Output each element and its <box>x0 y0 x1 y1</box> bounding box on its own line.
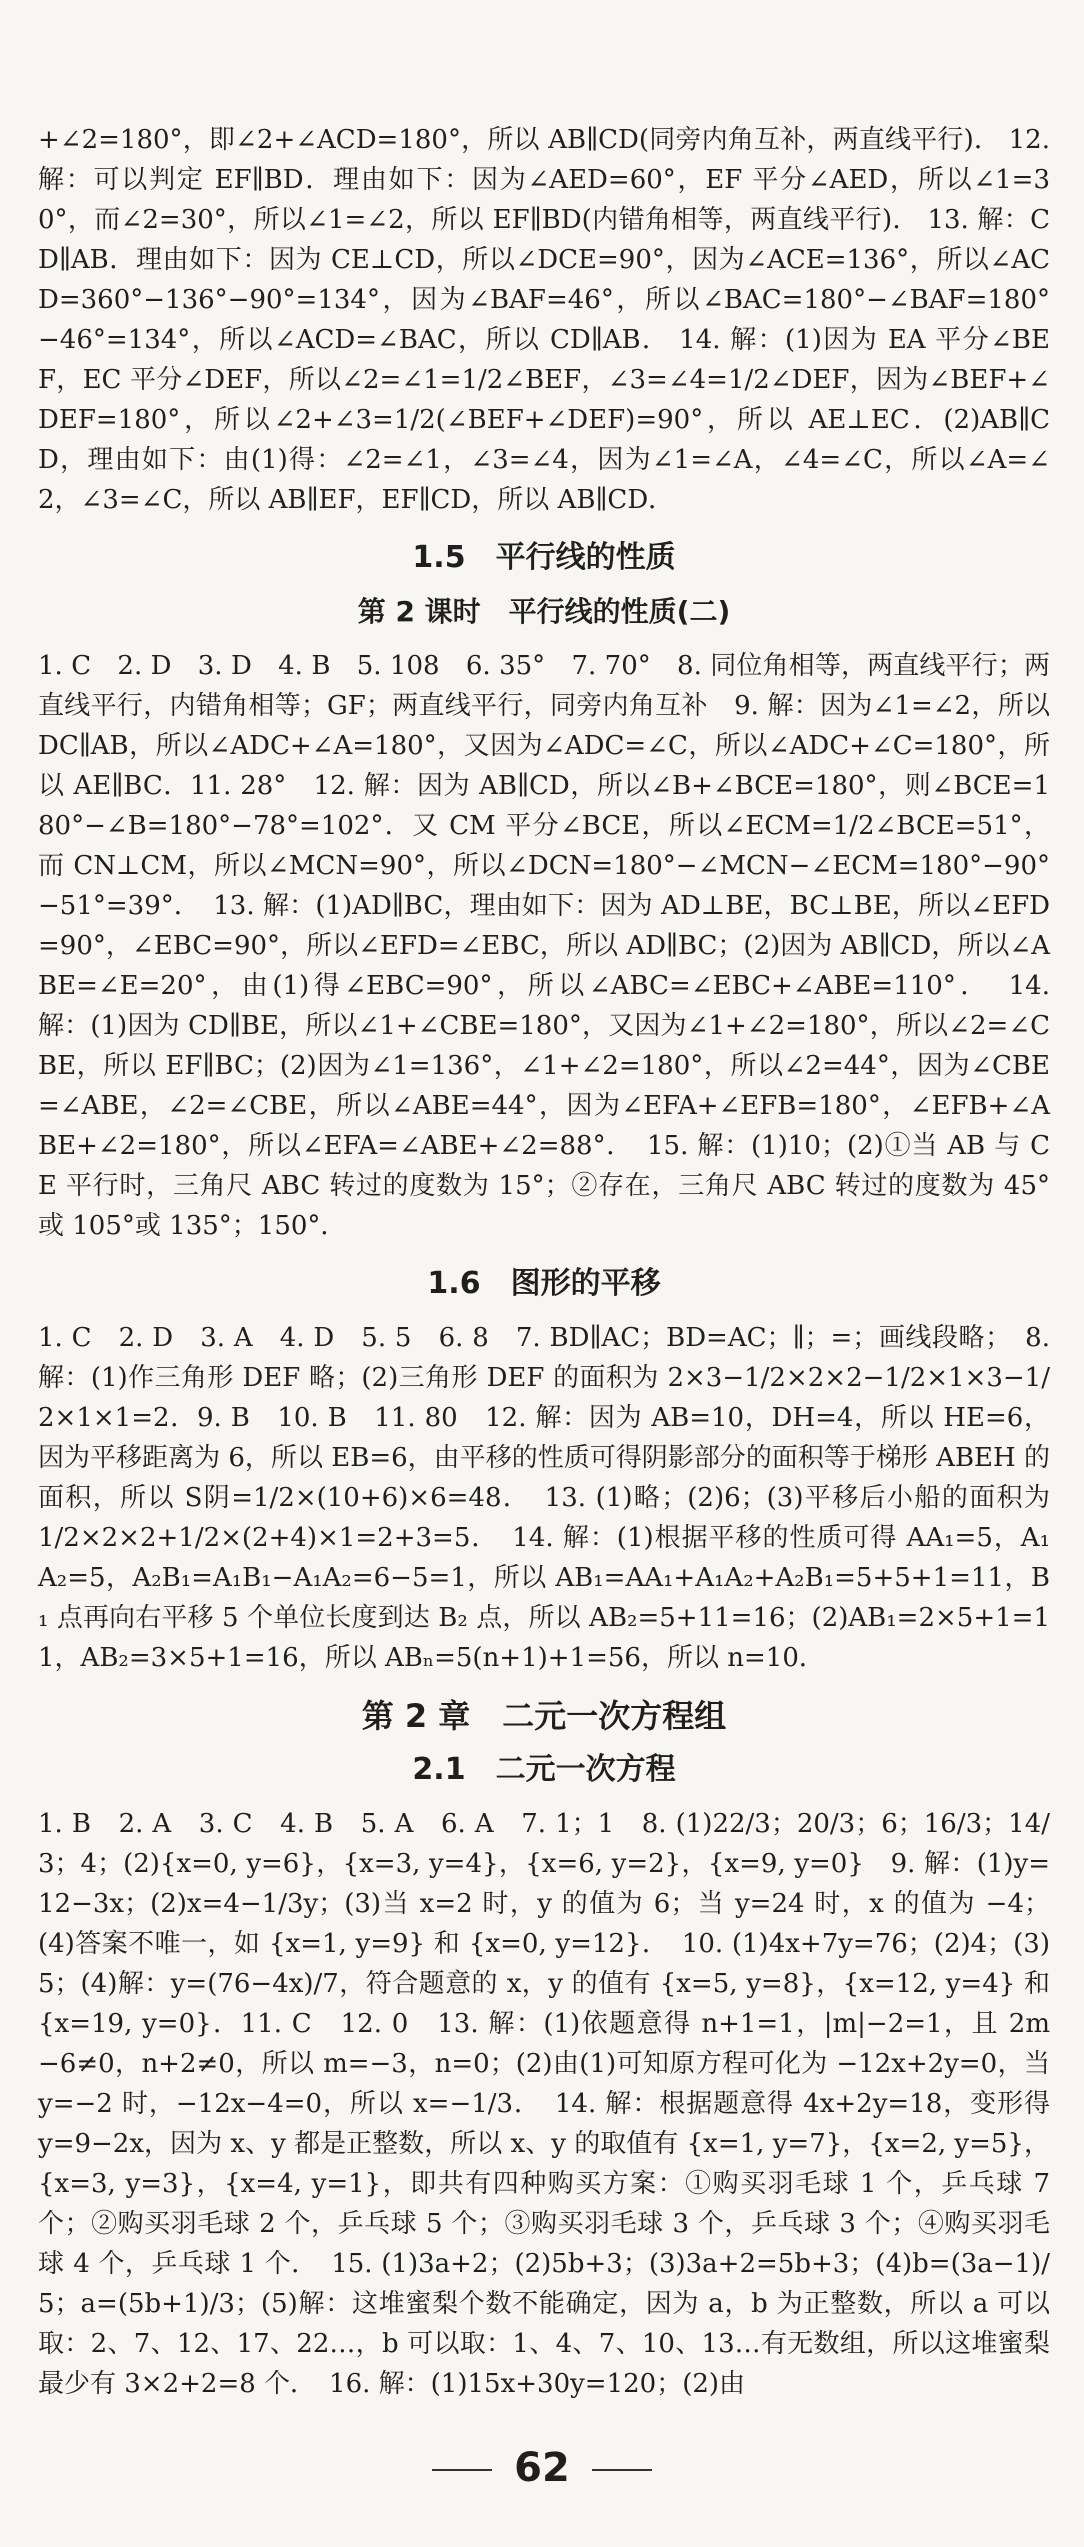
answer-block-2-1: 1. B 2. A 3. C 4. B 5. A 6. A 7. 1；1 8. (1)22/3；20/3；6；16/3；14/3；4；(2){x=0, y=6}，{x=3, y=4}，{x=6, y=2}，{x=9, y=0} 9. 解：(1)y=12−3x；(2)x=4−1/3y；(3)当 x=2 时，y 的值为 6；当 y=24 时，x 的值为 −4；(4)答案不唯一，如 {x=1, y=9} 和 {x=0, y=12}． 10. (1)4x+7y=76；(2)4；(3)5；(4)解：y=(76−4x)/7，符合题意的 x，y 的值有 {x=5, y=8}，{x=12, y=4} 和 {x=19, y=0}．11. C 12. 0 13. 解：(1)依题意得 n+1=1，|m|−2=1，且 2m−6≠0，n+2≠0，所以 m=−3，n=0；(2)由(1)可知原方程可化为 −12x+2y=0，当 y=−2 时，−12x−4=0，所以 x=−1/3． 14. 解：根据题意得 4x+2y=18，变形得 y=9−2x，因为 x、y 都是正整数，所以 x、y 的取值有 {x=1, y=7}，{x=2, y=5}，{x=3, y=3}，{x=4, y=1}，即共有四种购买方案：①购买羽毛球 1 个，乒乓球 7 个；②购买羽毛球 2 个，乒乓球 5 个；③购买羽毛球 3 个，乒乓球 3 个；④购买羽毛球 4 个，乒乓球 1 个． 15. (1)3a+2；(2)5b+3；(3)3a+2=5b+3；(4)b=(3a−1)/5；a=(5b+1)/3；(5)解：这堆蜜梨个数不能确定，因为 a，b 为正整数，所以 a 可以取：2、7、12、17、22…，b 可以取：1、4、7、10、13…有无数组，所以这堆蜜梨最少有 3×2+2=8 个． 16. 解：(1)15x+30y=120；(2)由 <box>38 1809 1050 2399</box>
footer-left-dash <box>432 2469 492 2471</box>
page-number: 62 <box>514 2445 570 2491</box>
page-content <box>38 120 1050 2422</box>
answer-block-1-6: 1. C 2. D 3. A 4. D 5. 5 6. 8 7. BD∥AC；BD=AC；∥；=；画线段略； 8. 解：(1)作三角形 DEF 略；(2)三角形 DEF 的面积为 2×3−1/2×2×2−1/2×1×3−1/2×1×1=2．9. B 10. B 11. 80 12. 解：因为 AB=10，DH=4，所以 HE=6，因为平移距离为 6，所以 EB=6，由平移的性质可得阴影部分的面积等于梯形 ABEH 的面积，所以 S阴=1/2×(10+6)×6=48． 13. (1)略；(2)6；(3)平移后小船的面积为 1/2×2×2+1/2×(2+4)×1=2+3=5． 14. 解：(1)根据平移的性质可得 AA₁=5，A₁A₂=5，A₂B₁=A₁B₁−A₁A₂=6−5=1，所以 AB₁=AA₁+A₁A₂+A₂B₁=5+5+1=11，B₁ 点再向右平移 5 个单位长度到达 B₂ 点，所以 AB₂=5+11=16；(2)AB₁=2×5+1=11，AB₂=3×5+1=16，所以 ABₙ=5(n+1)+1=56，所以 n=10． <box>38 1323 1050 1673</box>
lesson-title-1-5-2: 第 2 课时 平行线的性质(二) <box>357 595 731 628</box>
section-title-1-5: 1.5 平行线的性质 <box>412 540 676 575</box>
page-footer <box>0 2445 1084 2491</box>
section-title-1-6: 1.6 图形的平移 <box>427 1266 661 1301</box>
chapter-title-2: 第 2 章 二元一次方程组 <box>361 1697 727 1735</box>
answer-block-prev-section: +∠2=180°，即∠2+∠ACD=180°，所以 AB∥CD(同旁内角互补，两直线平行)． 12. 解：可以判定 EF∥BD．理由如下：因为∠AED=60°，EF 平分∠AED，所以∠1=30°，而∠2=30°，所以∠1=∠2，所以 EF∥BD(内错角相等，两直线平行)． 13. 解：CD∥AB．理由如下：因为 CE⊥CD，所以∠DCE=90°，因为∠ACE=136°，所以∠ACD=360°−136°−90°=134°，因为∠BAF=46°，所以∠BAC=180°−∠BAF=180°−46°=134°，所以∠ACD=∠BAC，所以 CD∥AB． 14. 解：(1)因为 EA 平分∠BEF，EC 平分∠DEF，所以∠2=∠1=1/2∠BEF，∠3=∠4=1/2∠DEF，因为∠BEF+∠DEF=180°，所以∠2+∠3=1/2(∠BEF+∠DEF)=90°，所以 AE⊥EC．(2)AB∥CD，理由如下：由(1)得：∠2=∠1，∠3=∠4，因为∠1=∠A，∠4=∠C，所以∠A=∠2，∠3=∠C，所以 AB∥EF，EF∥CD，所以 AB∥CD． <box>38 125 1050 515</box>
footer-right-dash <box>592 2469 652 2471</box>
answer-block-1-5-2: 1. C 2. D 3. D 4. B 5. 108 6. 35° 7. 70° 8. 同位角相等，两直线平行；两直线平行，内错角相等；GF；两直线平行，同旁内角互补 9. 解：因为∠1=∠2，所以 DC∥AB，所以∠ADC+∠A=180°，又因为∠ADC=∠C，所以∠ADC+∠C=180°，所以 AE∥BC．11. 28° 12. 解：因为 AB∥CD，所以∠B+∠BCE=180°，则∠BCE=180°−∠B=180°−78°=102°．又 CM 平分∠BCE，所以∠ECM=1/2∠BCE=51°，而 CN⊥CM，所以∠MCN=90°，所以∠DCN=180°−∠MCN−∠ECM=180°−90°−51°=39°． 13. 解：(1)AD∥BC，理由如下：因为 AD⊥BE，BC⊥BE，所以∠EFD=90°，∠EBC=90°，所以∠EFD=∠EBC，所以 AD∥BC；(2)因为 AB∥CD，所以∠ABE=∠E=20°，由(1)得∠EBC=90°，所以∠ABC=∠EBC+∠ABE=110°． 14. 解：(1)因为 CD∥BE，所以∠1+∠CBE=180°，又因为∠1+∠2=180°，所以∠2=∠CBE，所以 EF∥BC；(2)因为∠1=136°，∠1+∠2=180°，所以∠2=44°，因为∠CBE=∠ABE，∠2=∠CBE，所以∠ABE=44°，因为∠EFA+∠EFB=180°，∠EFB+∠ABE+∠2=180°，所以∠EFA=∠ABE+∠2=88°． 15. 解：(1)10；(2)①当 AB 与 CE 平行时，三角尺 ABC 转过的度数为 15°；②存在，三角尺 ABC 转过的度数为 45°或 105°或 135°；150°． <box>38 651 1050 1241</box>
section-title-2-1: 2.1 二元一次方程 <box>412 1752 676 1787</box>
